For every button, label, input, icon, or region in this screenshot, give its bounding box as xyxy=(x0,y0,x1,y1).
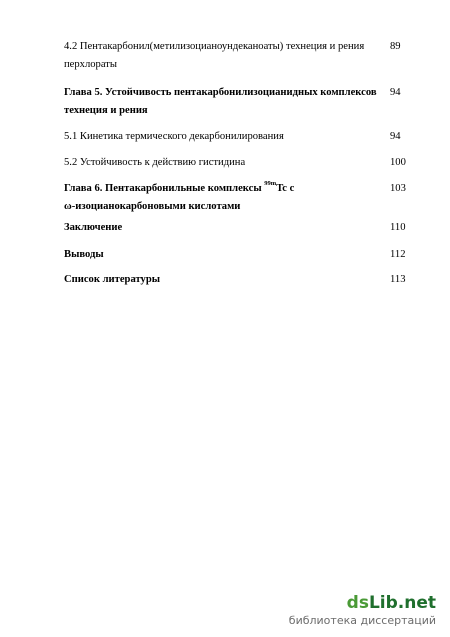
toc-entry-findings-text: Выводы xyxy=(64,249,104,260)
toc-entry-5-2-text: 5.2 Устойчивость к действию гистидина xyxy=(64,157,246,168)
dslib-logo-part2: Lib.net xyxy=(368,593,436,613)
dslib-logo xyxy=(347,593,436,613)
toc-page-5-2: 100 xyxy=(390,157,406,168)
toc-entry-bibliography xyxy=(64,271,382,289)
toc-page-chapter-6: 103 xyxy=(390,183,406,194)
toc-page-findings: 112 xyxy=(390,249,406,260)
toc-entry-5-1-text: 5.1 Кинетика термического декарбонилирования xyxy=(64,131,284,142)
dslib-logo-part1: ds xyxy=(346,593,369,613)
isotope-superscript: 99m xyxy=(264,180,277,188)
toc-entry-chapter-6-line2: ω-изоцианокарбоновыми кислотами xyxy=(64,201,241,212)
toc-entry-chapter-5-line1: Глава 5. Устойчивость пентакарбонилизоцианидных комплексов xyxy=(64,87,377,98)
toc-entry-bibliography-text: Список литературы xyxy=(64,274,161,285)
toc-entry-5-1 xyxy=(64,128,382,146)
toc-entry-findings xyxy=(64,246,382,264)
toc-page-5-1: 94 xyxy=(390,131,401,142)
toc-page-chapter-5: 94 xyxy=(390,87,401,98)
toc-entry-conclusion-text: Заключение xyxy=(64,222,123,233)
toc-page-conclusion: 110 xyxy=(390,222,406,233)
toc-entry-chapter-5-line2: технеция и рения xyxy=(64,105,148,116)
dslib-subtitle: библиотека диссертаций xyxy=(288,614,436,627)
toc-entry-4-2-line2: перхлораты xyxy=(64,59,118,70)
toc-entry-chapter-6-line1 xyxy=(64,180,295,194)
toc-page-bibliography: 113 xyxy=(390,274,406,285)
toc-entry-chapter-6 xyxy=(64,180,382,216)
toc-entry-chapter-5 xyxy=(64,84,382,120)
toc-page-4-2: 89 xyxy=(390,41,401,52)
toc-entry-5-2 xyxy=(64,154,382,172)
toc-entry-4-2-line1: 4.2 Пентакарбонил(метилизоцианоундеканоаты) технеция и рения xyxy=(64,41,365,52)
toc-entry-conclusion xyxy=(64,219,382,237)
toc-entry-chapter-6-prefix: Глава 6. Пентакарбонильные комплексы xyxy=(64,183,265,194)
toc-entry-chapter-6-suffix: Tc с xyxy=(276,183,295,194)
dslib-watermark xyxy=(266,593,436,629)
toc-entry-4-2 xyxy=(64,38,382,74)
